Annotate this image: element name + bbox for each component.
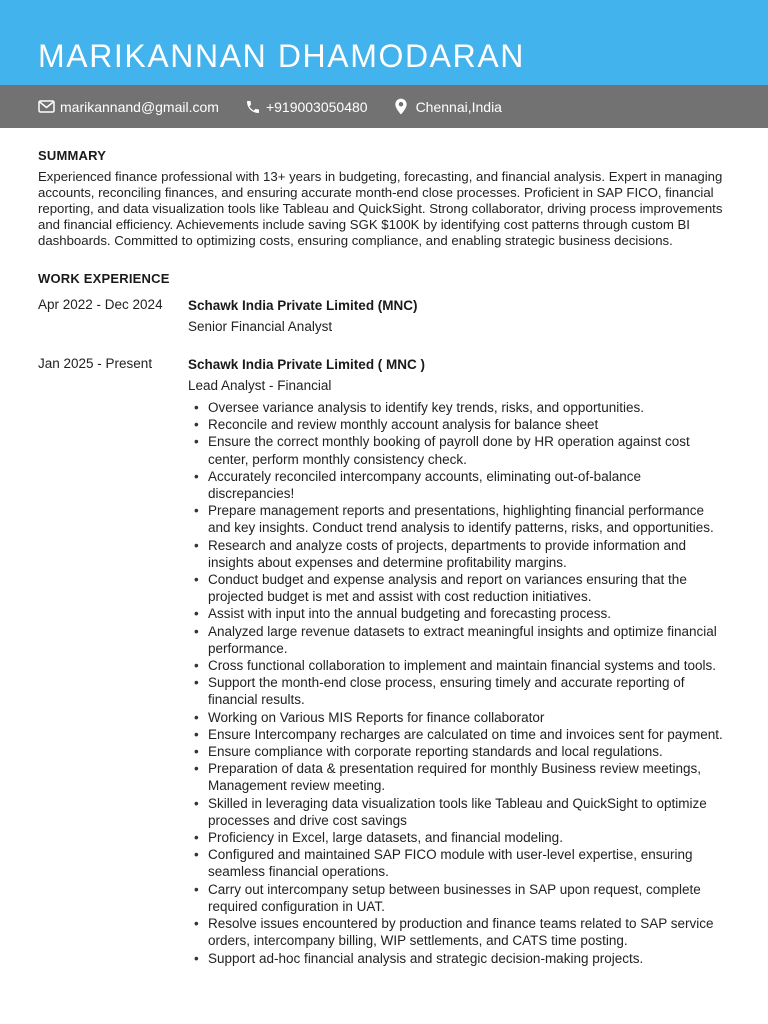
contact-phone[interactable]: [245, 99, 368, 115]
duty-item: • Cross functional collaboration to implement and maintain financial systems and tools.: [188, 657, 730, 674]
duty-item: • Carry out intercompany setup between businesses in SAP upon request, complete required configuration in UAT.: [188, 881, 730, 915]
candidate-name: MARIKANNAN DHAMODARAN: [38, 38, 525, 74]
duty-item: • Preparation of data & presentation required for monthly Business review meetings, Management review meeting.: [188, 760, 730, 794]
duty-item: • Skilled in leveraging data visualization tools like Tableau and QuickSight to optimize processes and drive cost savings: [188, 795, 730, 829]
job-role: Senior Financial Analyst: [188, 319, 333, 334]
duty-item: • Research and analyze costs of projects, departments to provide information and insights about expenses and determine profitability margins.: [188, 537, 730, 571]
job-entry: [38, 354, 730, 967]
duty-item: • Resolve issues encountered by production and finance teams related to SAP service orders, intercompany billing, WIP settlements, and CATS time posting.: [188, 915, 730, 949]
duty-item: • Support the month-end close process, ensuring timely and accurate reporting of financial results.: [188, 674, 730, 708]
company-name: Schawk India Private Limited (MNC): [188, 298, 418, 313]
duty-item: • Assist with input into the annual budgeting and forecasting process.: [188, 605, 730, 622]
job-dates: Apr 2022 - Dec 2024: [38, 297, 163, 312]
job-entry: [38, 295, 730, 336]
job-details: [188, 354, 730, 967]
work-experience-heading: WORK EXPERIENCE: [38, 271, 170, 286]
duty-item: • Ensure Intercompany recharges are calculated on time and invoices sent for payment.: [188, 726, 730, 743]
summary-heading: SUMMARY: [38, 148, 107, 163]
contact-bar: [0, 85, 768, 128]
duty-item: • Ensure compliance with corporate reporting standards and local regulations.: [188, 743, 730, 760]
duty-item: • Ensure the correct monthly booking of payroll done by HR operation against cost center, perform monthly consistency check.: [188, 433, 730, 467]
contact-location: [394, 98, 502, 115]
duties-list: [188, 399, 730, 967]
duty-item: • Support ad-hoc financial analysis and strategic decision-making projects.: [188, 950, 730, 967]
duty-item: • Oversee variance analysis to identify key trends, risks, and opportunities.: [188, 399, 730, 416]
company-name: Schawk India Private Limited ( MNC ): [188, 357, 426, 372]
duty-item: • Reconcile and review monthly account analysis for balance sheet: [188, 416, 730, 433]
duty-item: • Accurately reconciled intercompany accounts, eliminating out-of-balance discrepancies!: [188, 468, 730, 502]
resume-content: [0, 148, 768, 967]
job-role: Lead Analyst - Financial: [188, 378, 332, 393]
location-text: Chennai,India: [415, 98, 502, 115]
summary-text: Experienced finance professional with 13+ years in budgeting, forecasting, and financial analysis. Expert in managing accounts, reconciling finances, and ensuring accurate month-end close processes. Proficient in SAP FICO, financial reporting, and data visualization tools like Tableau and QuickSight. Strong collaborator, driving process improvements and financial efficiency. Achievements include saving SGK $100K by identifying cost patterns through custom BI dashboards. Committed to optimizing costs, ensuring compliance, and enabling strategic business decisions.: [38, 169, 723, 248]
duty-item: • Configured and maintained SAP FICO module with user-level expertise, ensuring seamless financial operations.: [188, 846, 730, 880]
duty-item: • Proficiency in Excel, large datasets, and financial modeling.: [188, 829, 730, 846]
location-pin-icon: [394, 98, 408, 115]
email-text: marikannand@gmail.com: [60, 98, 219, 115]
duty-item: • Working on Various MIS Reports for finance collaborator: [188, 709, 730, 726]
duty-item: • Analyzed large revenue datasets to extract meaningful insights and optimize financial performance.: [188, 623, 730, 657]
job-dates: Jan 2025 - Present: [38, 356, 153, 371]
duty-item: • Prepare management reports and presentations, highlighting financial performance and key insights. Conduct trend analysis to identify patterns, risks, and opportunities.: [188, 502, 730, 536]
envelope-icon: [38, 100, 55, 113]
resume-header: [0, 0, 768, 85]
duty-item: • Conduct budget and expense analysis and report on variances ensuring that the projected budget is met and assist with cost reduction initiatives.: [188, 571, 730, 605]
phone-icon: [245, 99, 261, 115]
job-details: [188, 295, 730, 336]
phone-text: +919003050480: [265, 98, 368, 115]
contact-email[interactable]: [38, 99, 219, 115]
